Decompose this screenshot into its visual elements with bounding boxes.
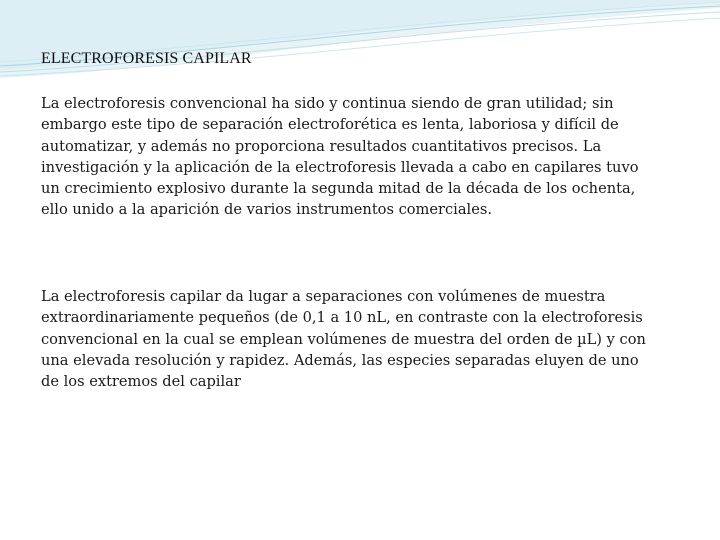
header-wave-decoration — [0, 0, 720, 90]
slide-title: ELECTROFORESIS CAPILAR — [41, 50, 252, 67]
paragraph-conventional-electrophoresis: La electroforesis convencional ha sido y continua siendo de gran utilidad; sin embargo este tipo de separación electroforética es lenta, laboriosa y difícil de automatizar, y además no proporciona resultados cuantitativos precisos. La investigación y la aplicación de la electroforesis llevada a cabo en capilares tuvo un crecimiento explosivo durante la segunda mitad de la década de los ochenta, ello unido a la aparición de varios instrumentos comerciales. — [41, 95, 639, 219]
paragraph-capillary-electrophoresis: La electroforesis capilar da lugar a separaciones con volúmenes de muestra extraordinariamente pequeños (de 0,1 a 10 nL, en contraste con la electroforesis convencional en la cual se emplean volúmenes de muestra del orden de µL) y con una elevada resolución y rapidez. Además, las especies separadas eluyen de uno de los extremos del capilar — [41, 288, 646, 391]
